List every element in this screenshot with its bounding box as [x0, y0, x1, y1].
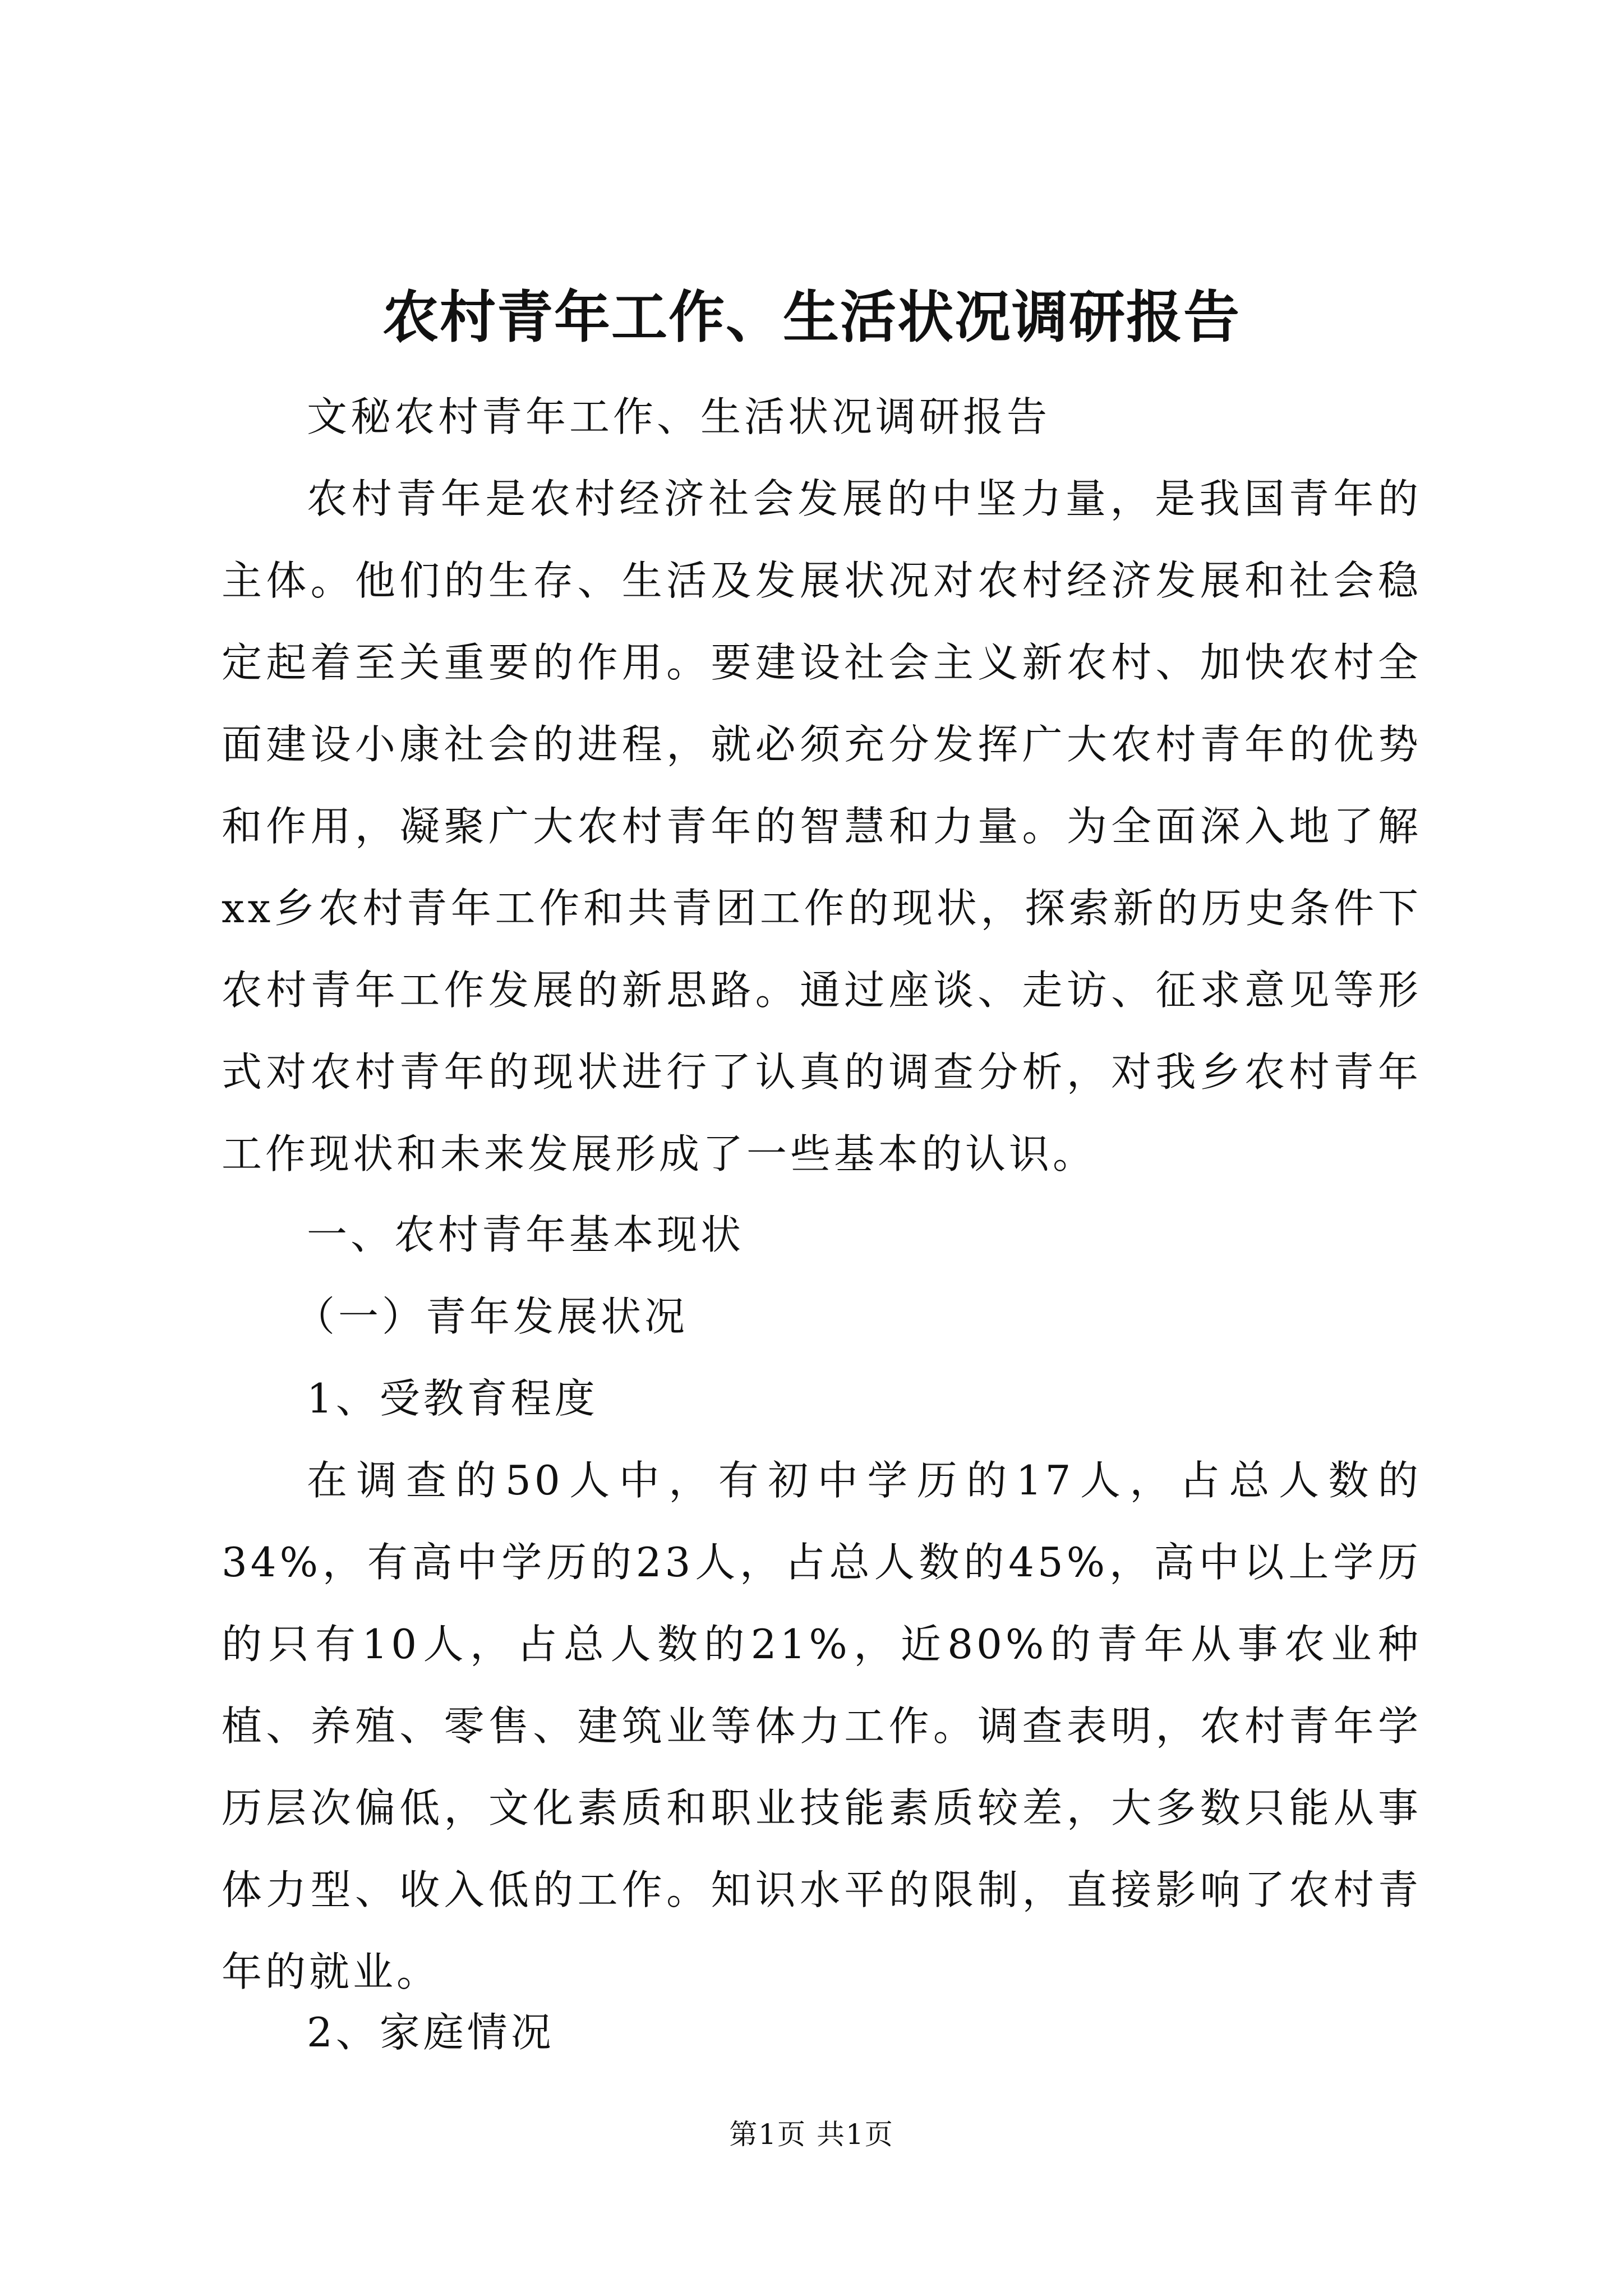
item-heading-family: 2、家庭情况	[307, 2009, 555, 2056]
item-heading-education: 1、受教育程度	[307, 1375, 598, 1422]
page-footer: 第1页 共1页	[729, 2118, 894, 2151]
intro-paragraph: 农村青年是农村经济社会发展的中坚力量，是我国青年的主体。他们的生存、生活及发展状况对农村经济发展和社会稳定起着至关重要的作用。要建设社会主义新农村、加快农村全面建设小康社会的进程，就必须充分发挥广大农村青年的优势和作用，凝聚广大农村青年的智慧和力量。为全面深入地了解xx乡农村青年工作和共青团工作的现状，探索新的历史条件下农村青年工作发展的新思路。通过座谈、走访、征求意见等形式对农村青年的现状进行了认真的调查分析，对我乡农村青年工作现状和未来发展形成了一些基本的认识。	[222, 475, 1422, 1177]
education-paragraph: 在调查的50人中，有初中学历的17人，占总人数的34%，有高中学历的23人，占总人数的45%，高中以上学历的只有10人，占总人数的21%，近80%的青年从事农业种植、养殖、零售、建筑业等体力工作。调查表明，农村青年学历层次偏低，文化素质和职业技能素质较差，大多数只能从事体力型、收入低的工作。知识水平的限制，直接影响了农村青年的就业。	[222, 1457, 1422, 1995]
subsection-heading-youth-development: （一）青年发展状况	[294, 1293, 689, 1340]
document-subtitle: 文秘农村青年工作、生活状况调研报告	[307, 393, 1051, 440]
section-heading-basic-status: 一、农村青年基本现状	[307, 1211, 745, 1258]
document-title: 农村青年工作、生活状况调研报告	[382, 284, 1241, 350]
